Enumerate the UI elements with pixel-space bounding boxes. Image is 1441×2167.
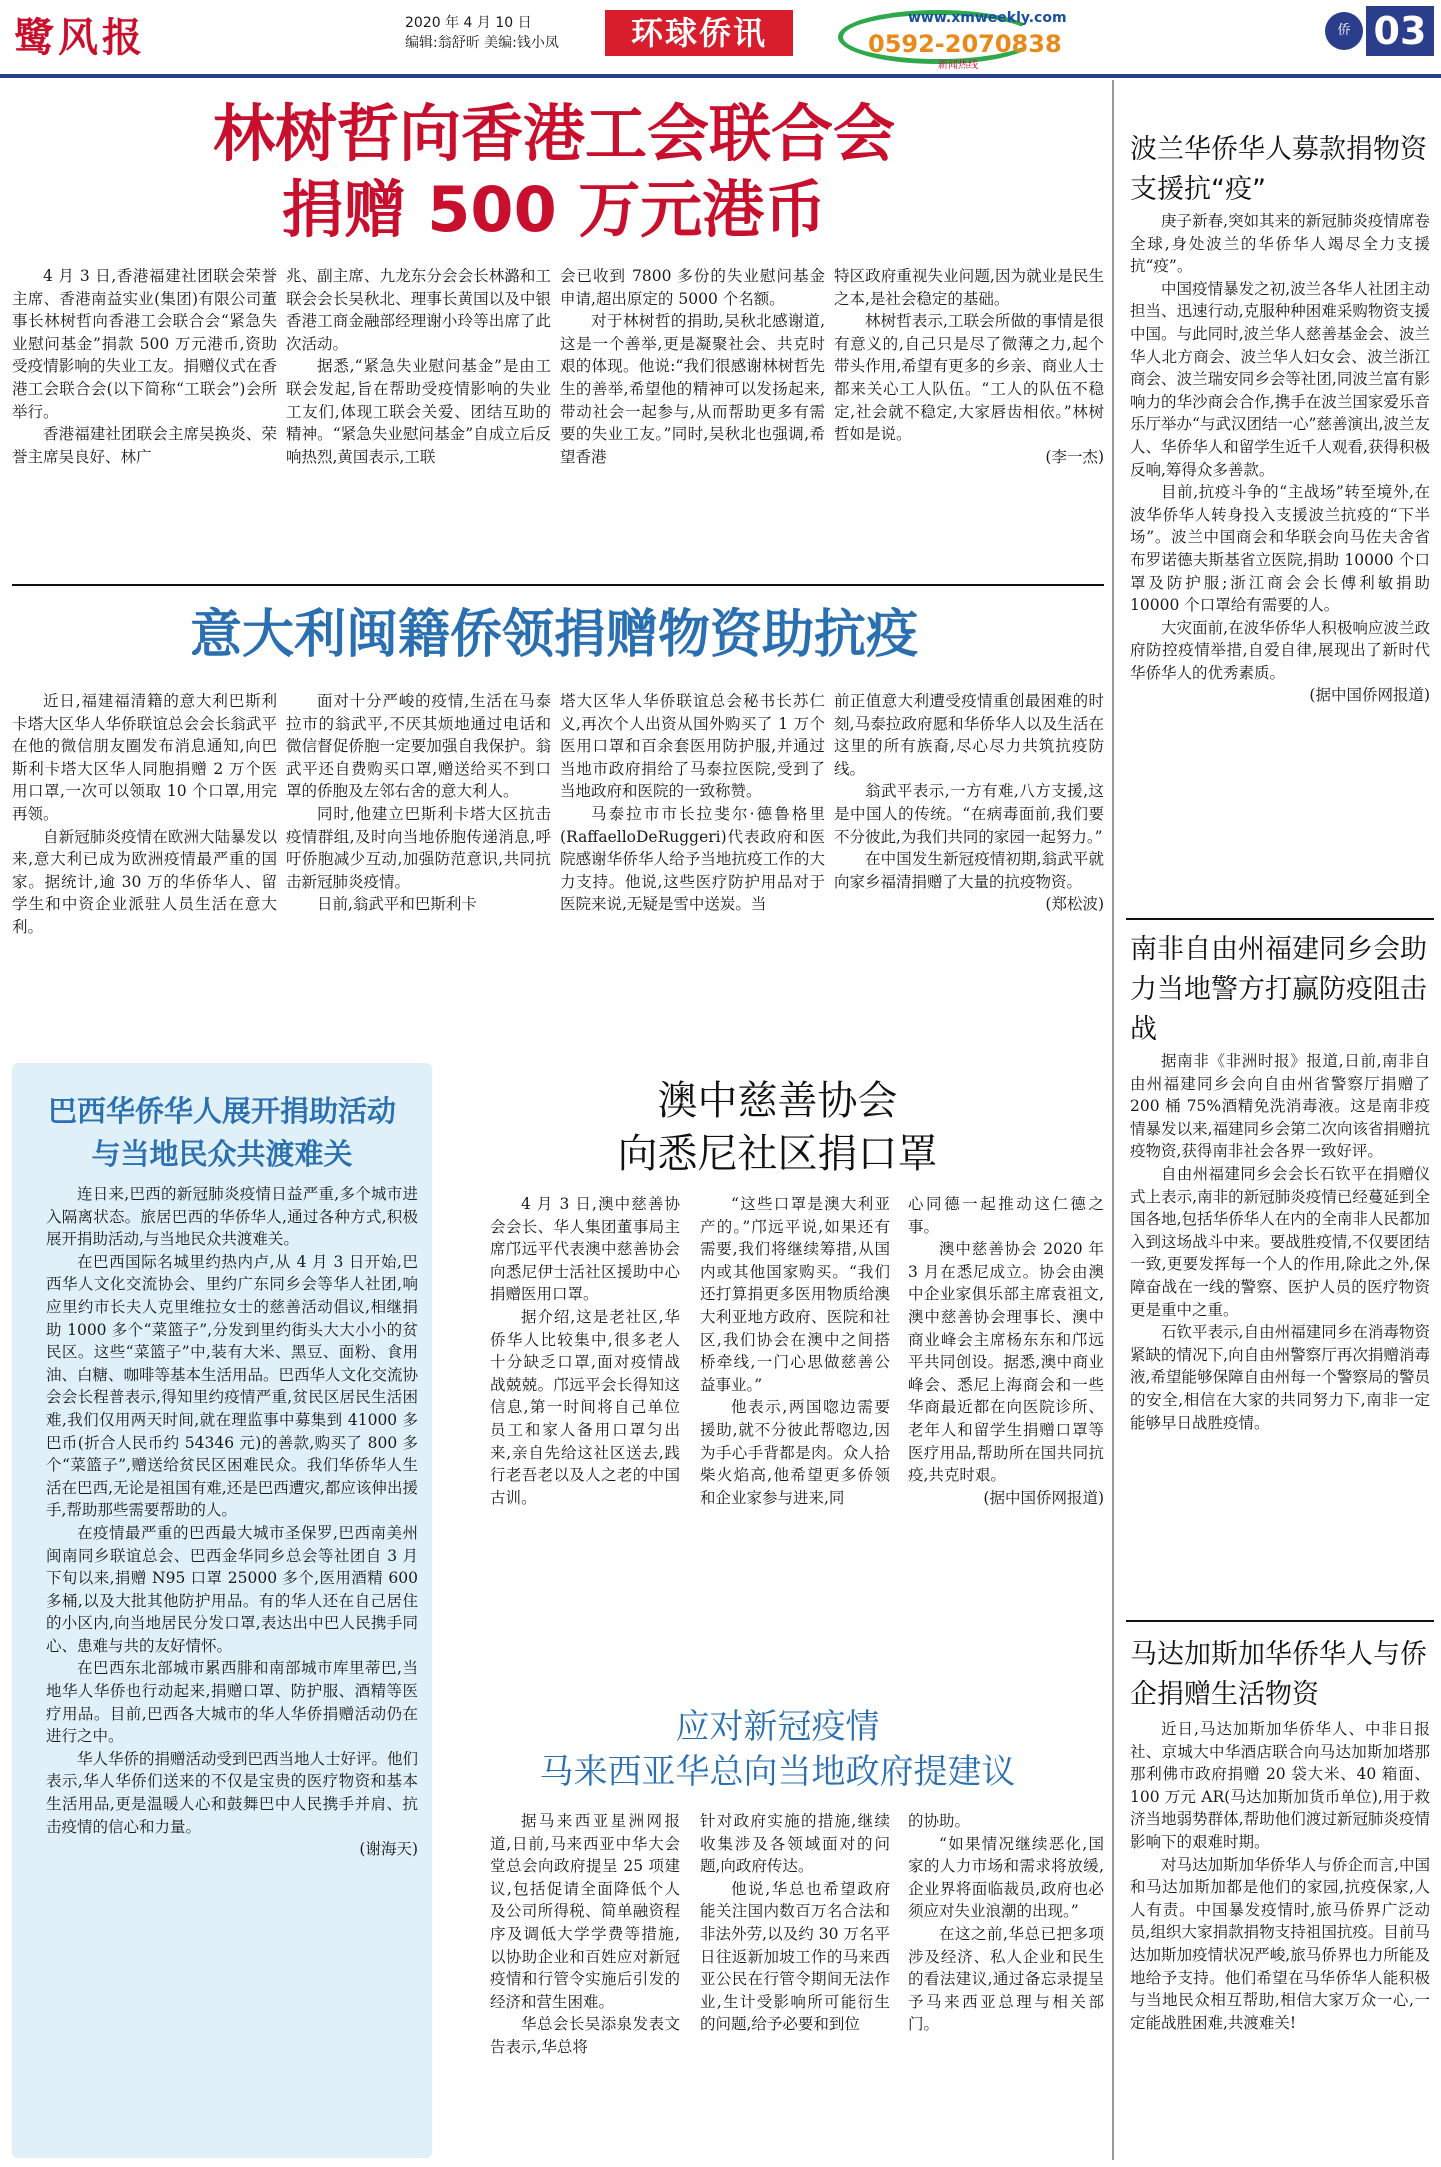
paragraph: “如果情况继续恶化,国家的人力市场和需求将放缓,企业界将面临裁员,政府也必须应对失业浪潮的出现。” bbox=[908, 1834, 1104, 1921]
paragraph: 自新冠肺炎疫情在欧洲大陆暴发以来,意大利已成为欧洲疫情最严重的国家。据统计,逾 30 万的华侨华人、留学生和中资企业派驻人员生活在意大利。 bbox=[12, 827, 277, 936]
article2-col4 bbox=[834, 690, 1104, 1040]
article3-headline-line1: 巴西华侨华人展开捐助活动 bbox=[47, 1094, 396, 1128]
paragraph: 对于林树哲的捐助,吴秋北感谢道,这是一个善举,更是凝聚社会、共克时艰的体现。他说:“我们很感谢林树哲先生的善举,希望他的精神可以发扬起来,带动社会一起参与,从而帮助更多有需要的失业工友。”同时,吴秋北也强调,希望香港 bbox=[560, 312, 825, 466]
paragraph: 在巴西东北部城市累西腓和南部城市库里蒂巴,当地华人华侨也行动起来,捐赠口罩、防护服、酒精等医疗用品。目前,巴西各大城市的华人华侨捐赠活动仍在进行之中。 bbox=[46, 1659, 418, 1746]
paragraph: 澳中慈善协会 2020 年 3 月在悉尼成立。协会由澳中企业家俱乐部主席袁祖文,澳中慈善协会理事长、澳中商业峰会主席杨东东和邝远平共同创设。据悉,澳中商业峰会、悉尼上海商会和一些华商最近都在向医院诊所、老年人和留学生捐赠口罩等医疗用品,帮助所在国共同抗疫,共克时艰。 bbox=[908, 1240, 1104, 1485]
paragraph: 近日,马达加斯加华侨华人、中非日报社、京城大中华酒店联合向马达加斯加塔那那利佛市政府捐赠 20 袋大米、40 箱面、100 万元 AR(马达加斯加货币单位),用于救济当地弱势群体,帮助他们渡过新冠肺炎疫情影响下的艰难时期。 bbox=[1130, 1720, 1430, 1851]
article4-col3 bbox=[908, 1193, 1104, 1683]
byline: (谢海天) bbox=[359, 1840, 418, 1859]
article4-col1 bbox=[490, 1193, 680, 1683]
article1-col2 bbox=[286, 265, 551, 555]
article5-col3 bbox=[908, 1810, 1104, 2160]
paragraph: 前正值意大利遭受疫情重创最困难的时刻,马泰拉政府愿和华侨华人以及生活在这里的所有族裔,尽心尽力共筑抗疫防线。 bbox=[834, 692, 1104, 778]
paragraph: 近日,福建福清籍的意大利巴斯利卡塔大区华人华侨联谊总会会长翁武平在他的微信朋友圈发布消息通知,向巴斯利卡塔大区华人同胞捐赠 2 万个医用口罩,一次可以领取 10 个口罩,用完再领。 bbox=[12, 692, 277, 823]
article5-col1 bbox=[490, 1810, 680, 2160]
article7-body bbox=[1130, 1050, 1430, 1625]
header-rule bbox=[0, 74, 1441, 78]
article4-headline-line1: 澳中慈善协会 bbox=[657, 1078, 898, 1124]
masthead bbox=[0, 0, 1441, 74]
article4-headline-line2: 向悉尼社区捐口罩 bbox=[617, 1131, 938, 1177]
paragraph: 目前,抗疫斗争的“主战场”转至境外,在波华侨华人转身投入支援波兰抗疫的“下半场”。波兰中国商会和华联会向马佐夫舍省布罗诺德夫斯基省立医院,捐助 10000 个口罩及防护服;浙江商会会长傅利敏捐助 10000 个口罩给有需要的人。 bbox=[1130, 483, 1430, 615]
paragraph: 华人华侨的捐赠活动受到巴西当地人士好评。他们表示,华人华侨们送来的不仅是宝贵的医疗物资和基本生活用品,更是温暖人心和鼓舞巴中人民携手并肩、抗击疫情的信心和力量。 bbox=[46, 1749, 418, 1836]
paragraph: 自由州福建同乡会会长石钦平在捐赠仪式上表示,南非的新冠肺炎疫情已经蔓延到全国各地,包括华侨华人在内的全南非人民都加入到这场战斗中来。要战胜疫情,不仅要团结一致,更要发挥每一个人的作用,除此之外,保障奋战在一线的警察、医护人员的医疗物资更是重中之重。 bbox=[1130, 1164, 1430, 1319]
paragraph: 据介绍,这是老社区,华侨华人比较集中,很多老人十分缺乏口罩,面对疫情战战兢兢。邝远平会长得知这信息,第一时间将自己单位员工和家人备用口罩匀出来,亲自先给这社区送去,践行老吾老以及人之老的中国古训。 bbox=[490, 1307, 680, 1507]
paragraph: 大灾面前,在波华侨华人积极响应波兰政府防控疫情举措,自爱自律,展现出了新时代华侨华人的优秀素质。 bbox=[1130, 618, 1430, 682]
paragraph: 连日来,巴西的新冠肺炎疫情日益严重,多个城市进入隔离状态。旅居巴西的华侨华人,通过各种方式,积极展开捐助活动,与当地民众共渡难关。 bbox=[46, 1185, 418, 1249]
article3-body bbox=[46, 1183, 418, 2153]
paragraph: 在巴西国际名城里约热内卢,从 4 月 3 日开始,巴西华人文化交流协会、里约广东同乡会等华人社团,响应里约市长夫人克里维拉女士的慈善活动倡议,相继捐助 1000 多个“菜篮子”,分发到里约街头大大小小的贫民区。这些“菜篮子”中,装有大米、黑豆、面粉、食用油、白糖、咖啡等基本生活用品。巴西华人文化交流协会会长程普表示,得知里约疫情严重,贫民区居民生活困难,我们仅用两天时间,就在理监事中募集到 41000 多巴币(折合人民币约 54346 元)的善款,购买了 800 多个“菜篮子”,赠送给贫民区困难民众。我们华侨华人生活在巴西,无论是祖国有难,还是巴西遭灾,都应该伸出援手,帮助那些需要帮助的人。 bbox=[46, 1252, 418, 1520]
divider bbox=[1126, 918, 1434, 920]
article4-col2 bbox=[700, 1193, 890, 1683]
article1-headline-line2: 捐赠 500 万元港币 bbox=[281, 173, 827, 246]
paragraph: 在中国发生新冠疫情初期,翁武平就向家乡福清捐赠了大量的抗疫物资。 bbox=[834, 850, 1104, 891]
paragraph: 据悉,“紧急失业慰问基金”是由工联会发起,旨在帮助受疫情影响的失业工友们,体现工联会关爱、团结互助的精神。“紧急失业慰问基金”自成立后反响热烈,黄国表示,工联 bbox=[286, 357, 551, 466]
paragraph: 香港福建社团联会主席吴换炎、荣誉主席吴良好、林广 bbox=[12, 425, 277, 466]
article5-headline-line1: 应对新冠疫情 bbox=[675, 1707, 880, 1747]
article7-headline: 南非自由州福建同乡会助力当地警方打赢防疫阻击战 bbox=[1130, 934, 1427, 1045]
article1-col1 bbox=[12, 265, 277, 555]
paragraph: 针对政府实施的措施,继续收集涉及各领域面对的问题,向政府传达。 bbox=[700, 1812, 890, 1876]
paragraph: 华总会长吴添泉发表文告表示,华总将 bbox=[490, 2015, 680, 2056]
article6-body bbox=[1130, 210, 1430, 905]
paragraph: 塔大区华人华侨联谊总会秘书长苏仁义,再次个人出资从国外购买了 1 万个医用口罩和百余套医用防护服,并通过当地市政府捐给了马泰拉医院,受到了当地政府和医院的一致称赞。 bbox=[560, 692, 825, 801]
article1-col3 bbox=[560, 265, 825, 555]
page-number: 03 bbox=[1366, 6, 1434, 56]
article2-col1 bbox=[12, 690, 277, 1040]
paragraph: 庚子新春,突如其来的新冠肺炎疫情席卷全球,身处波兰的华侨华人竭尽全力支援抗“疫”。 bbox=[1130, 212, 1430, 276]
byline: (据中国侨网报道) bbox=[1309, 686, 1430, 705]
paragraph: 4 月 3 日,澳中慈善协会会长、华人集团董事局主席邝远平代表澳中慈善协会向悉尼伊士活社区援助中心捐赠医用口罩。 bbox=[490, 1195, 680, 1304]
paragraph: 的协助。 bbox=[908, 1812, 971, 1830]
hotline-phone: 0592-2070838 bbox=[868, 30, 1062, 58]
paragraph: 4 月 3 日,香港福建社团联会荣誉主席、香港南益实业(集团)有限公司董事长林树哲向香港工会联合会“紧急失业慰问基金”捐款 500 万元港币,资助受疫情影响的失业工友。捐赠仪式在香港工会联合会(以下简称“工联会”)会所举行。 bbox=[12, 267, 277, 421]
paragraph: 翁武平表示,一方有难,八方支援,这是中国人的传统。“在病毒面前,我们要不分彼此,为我们共同的家园一起努力。” bbox=[834, 782, 1104, 846]
issue-date: 2020 年 4 月 10 日 bbox=[405, 15, 532, 31]
paragraph: 特区政府重视失业问题,因为就业是民生之本,是社会稳定的基础。 bbox=[834, 267, 1104, 308]
article5-headline-line2: 马来西亚华总向当地政府提建议 bbox=[539, 1752, 1016, 1792]
paper-name: 鹭风报 bbox=[14, 14, 146, 61]
article2-col3 bbox=[560, 690, 825, 1040]
article6-headline: 波兰华侨华人募款捐物资支援抗“疫” bbox=[1130, 134, 1427, 205]
column-name: 环球侨讯 bbox=[605, 10, 793, 56]
byline: (据中国侨网报道) bbox=[983, 1488, 1104, 1507]
article3-headline-line2: 与当地民众共渡难关 bbox=[91, 1137, 353, 1171]
paragraph: 在这之前,华总已把多项涉及经济、私人企业和民生的看法建议,通过备忘录提呈予马来西亚总理与相关部门。 bbox=[908, 1924, 1104, 2034]
paragraph: 对马达加斯加华侨华人与侨企而言,中国和马达加斯加都是他们的家园,抗疫保家,人人有责。中国暴发疫情时,旅马侨界广泛动员,组织大家捐款捐物支持祖国抗疫。目前马达加斯加疫情状况严峻,旅马侨界也力所能及地给予支持。他们希望在马华侨华人能积极与当地民众相互帮助,相信大家万众一心,一定能战胜困难,共渡难关! bbox=[1130, 1855, 1430, 2032]
hotline-label: 新闻热线 bbox=[938, 60, 978, 71]
paragraph: 中国疫情暴发之初,波兰各华人社团主动担当、迅速行动,克服种种困难采购物资支援中国。与此同时,波兰华人慈善基金会、波兰华人北方商会、波兰华人妇女会、波兰浙江商会、波兰瑞安同乡会等社团,同波兰富有影响力的华沙商会合作,携手在波兰国家爱乐音乐厅举办“与武汉团结一心”慈善演出,波兰友人、华侨华人和留学生近千人观看,获得积极反响,筹得众多善款。 bbox=[1130, 279, 1430, 479]
paragraph: 在疫情最严重的巴西最大城市圣保罗,巴西南美州闽南同乡联谊总会、巴西金华同乡总会等社团自 3 月下旬以来,捐赠 N95 口罩 25000 多个,医用酒精 600 多桶,以及大批其他防护用品。有的华人还在自己居住的小区内,向当地居民分发口罩,表达出中巴人民携手同心、患难与共的友好情怀。 bbox=[46, 1523, 418, 1655]
paragraph: 马泰拉市市长拉斐尔·德鲁格里(RaffaelloDeRuggeri)代表政府和医院感谢华侨华人给予当地抗疫工作的大力支持。他说,这些医疗防护用品对于医院来说,无疑是雪中送炭。当 bbox=[560, 804, 825, 914]
article2-col2 bbox=[286, 690, 551, 1040]
paragraph: 面对十分严峻的疫情,生活在马泰拉市的翁武平,不厌其烦地通过电话和微信督促侨胞一定要加强自我保护。翁武平还自费购买口罩,赠送给买不到口罩的侨胞及左邻右舍的意大利人。 bbox=[286, 692, 551, 801]
divider bbox=[12, 584, 1104, 586]
paragraph: 兆、副主席、九龙东分会会长林潞和工联会会长吴秋北、理事长黄国以及中银香港工商金融部经理谢小玲等出席了此次活动。 bbox=[286, 267, 551, 353]
column-divider bbox=[1112, 80, 1114, 2160]
page-badge: 侨 bbox=[1325, 12, 1363, 50]
paragraph: 心同德一起推动这仁德之事。 bbox=[908, 1195, 1104, 1236]
article1-col4 bbox=[834, 265, 1104, 555]
byline: (李一杰) bbox=[1045, 447, 1104, 466]
paragraph: 日前,翁武平和巴斯利卡 bbox=[317, 895, 477, 914]
article5-col2 bbox=[700, 1810, 890, 2160]
article1-headline-line1: 林树哲向香港工会联合会 bbox=[212, 97, 895, 170]
paragraph: 他表示,两国唿边需要援助,就不分彼此帮唿边,因为手心手背都是肉。众人拾柴火焰高,他希望更多侨领和企业家参与进来,同 bbox=[700, 1398, 890, 1507]
editors: 编辑:翁舒昕 美编:钱小凤 bbox=[405, 35, 559, 51]
article8-headline: 马达加斯加华侨华人与侨企捐赠生活物资 bbox=[1130, 1639, 1427, 1710]
paragraph: 据马来西亚星洲网报道,日前,马来西亚中华大会堂总会向政府提呈 25 项建议,包括促请全面降低个人及公司所得税、简单融资程序及调低大学学费等措施,以协助企业和百姓应对新冠疫情和行管令实施后引发的经济和营生困难。 bbox=[490, 1812, 680, 2011]
website: www.xmweekly.com bbox=[908, 10, 1067, 26]
byline: (郑松波) bbox=[1045, 895, 1104, 914]
hotline-logo bbox=[838, 8, 1128, 71]
paragraph: 石钦平表示,自由州福建同乡在消毒物资紧缺的情况下,向自由州警察厅再次捐赠消毒液,希望能够保障自由州每一个警察局的警员的安全,相信在大家的共同努力下,南非一定能够早日战胜疫情。 bbox=[1130, 1323, 1430, 1432]
article8-body bbox=[1130, 1718, 1430, 2158]
paragraph: 据南非《非洲时报》报道,日前,南非自由州福建同乡会向自由州省警察厅捐赠了 200 桶 75%酒精免洗消毒液。这是南非疫情暴发以来,福建同乡会第二次向该省捐赠抗疫物资,获得南非社会各界一致好评。 bbox=[1130, 1052, 1430, 1161]
paragraph: 林树哲表示,工联会所做的事情是很有意义的,自己只是尽了微薄之力,起个带头作用,希望有更多的乡亲、商业人士都来关心工人队伍。“工人的队伍不稳定,社会就不稳定,大家唇齿相依。”林树哲如是说。 bbox=[834, 312, 1104, 444]
article2-headline: 意大利闽籍侨领捐赠物资助抗疫 bbox=[189, 605, 918, 665]
paragraph: 会已收到 7800 多份的失业慰问基金申请,超出原定的 5000 个名额。 bbox=[560, 267, 825, 308]
paragraph: 他说,华总也希望政府能关注国内数百万名合法和非法外劳,以及约 30 万名平日往返新加坡工作的马来西亚公民在行管令期间无法作业,生计受影响所可能衍生的问题,给予必要和到位 bbox=[700, 1879, 890, 2034]
divider bbox=[1126, 1620, 1434, 1622]
paragraph: 同时,他建立巴斯利卡塔大区抗击疫情群组,及时向当地侨胞传递消息,呼吁侨胞减少互动,加强防范意识,共同抗击新冠肺炎疫情。 bbox=[286, 804, 551, 891]
paragraph: “这些口罩是澳大利亚产的。”邝远平说,如果还有需要,我们将继续筹措,从国内或其他国家购买。“我们还打算捐更多医用物质给澳大利亚地方政府、医院和社区,我们协会在澳中之间搭桥牵线,一门心思做慈善公益事业。” bbox=[700, 1195, 890, 1394]
